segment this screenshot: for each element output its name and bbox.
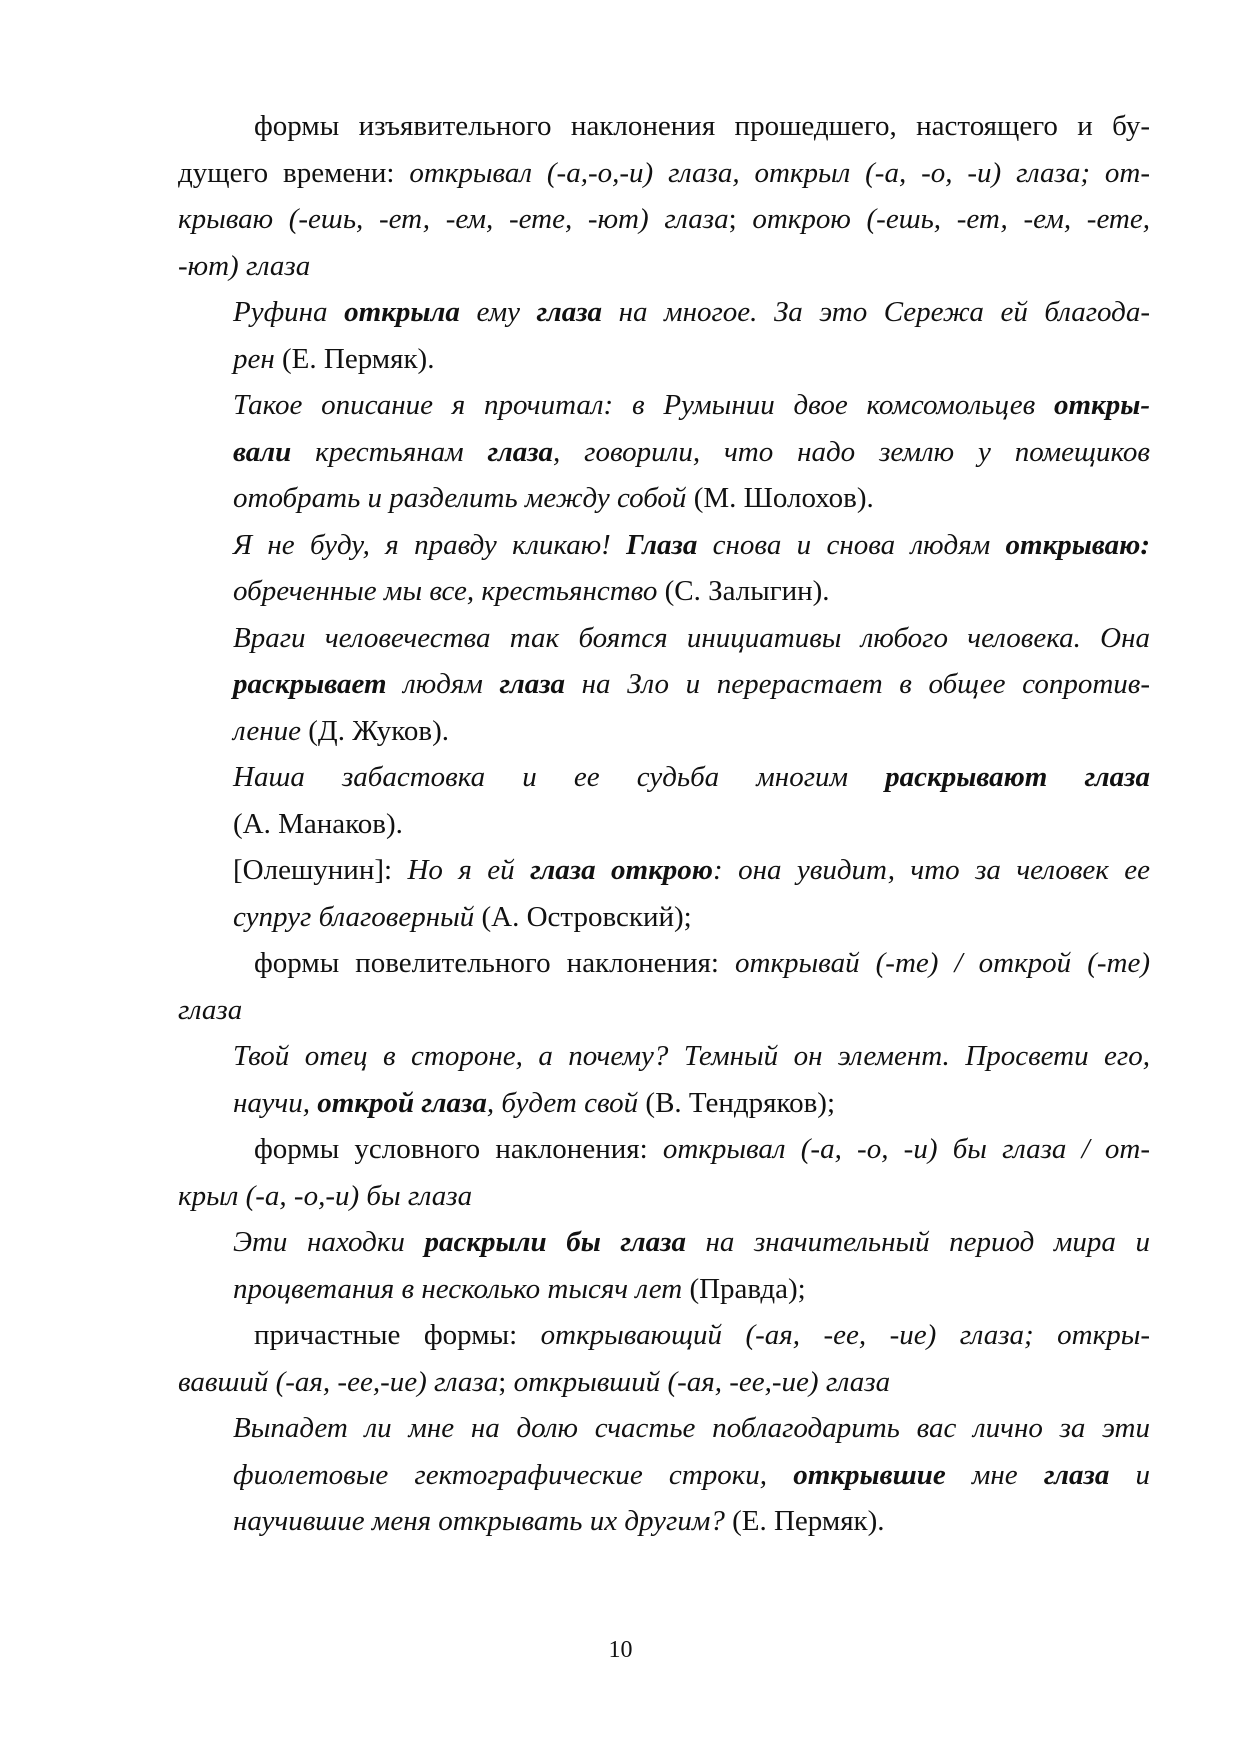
text-line [233,1452,1150,1499]
italic-text: Но я ей [407,854,531,886]
italic-text: -ют) глаза [178,249,311,282]
italic-text: Руфина [233,296,345,328]
emphasis-text: глаза открою [530,854,713,886]
body-paragraph [178,940,1150,1033]
text-line [178,243,1150,290]
emphasis-text: глаза [536,296,603,328]
text-line [233,1405,1150,1452]
italic-text: открывающий (-ая, -ее, -ие) глаза; откры- [540,1319,1150,1351]
bold-phrase [626,529,697,561]
regular-text: (Д. Жуков). [301,714,449,747]
bold-phrase [793,1459,946,1491]
italic-text: открывал (-а, -о, -и) бы глаза / от- [662,1133,1150,1165]
example-quote [233,615,1150,755]
regular-text: формы изъявительного наклонения прошедшего, настоящего и бу- [254,110,1150,142]
bold-phrase [1044,1459,1110,1491]
text-line [233,522,1150,569]
italic-text: крыл (-а, -о,-и) бы глаза [178,1179,473,1212]
italic-text: Твой отец в стороне, а почему? Темный он элемент. Просвети его, [233,1040,1150,1072]
bold-phrase [537,296,603,328]
emphasis-text: откры- [1053,389,1150,421]
regular-text: причастные формы: [254,1319,541,1351]
text-line [233,754,1150,801]
regular-text: (А. Манаков). [233,807,403,840]
italic-text: ему [459,296,537,328]
bold-phrase [424,1226,685,1258]
emphasis-text: открыла [344,296,460,328]
emphasis-text: открываю: [1005,528,1151,561]
body-paragraph [178,1312,1150,1405]
example-quote [233,847,1150,940]
regular-text: (М. Шолохов). [686,482,874,514]
emphasis-text: открой глаза [317,1086,487,1119]
emphasis-text: раскрывает [233,668,387,700]
italic-text: рен [233,342,275,375]
body-paragraph [178,1126,1150,1219]
text-line [178,150,1150,197]
italic-text: вавший (-ая, -ее,-ие) глаза [178,1365,499,1398]
italic-text: Враги человечества так боятся инициативы любого человека. Она [233,621,1150,654]
text-line [178,940,1150,987]
italic-text: крестьянам [291,435,488,468]
italic-text: открывай (-те) / открой (-те) [735,947,1150,979]
emphasis-text: раскрыли бы глаза [424,1226,686,1258]
text-line [233,475,1150,522]
emphasis-text: вали [233,435,292,468]
emphasis-text: глаза [1043,1458,1110,1491]
emphasis-text: раскрывают глаза [885,761,1150,793]
bold-phrase [317,1087,487,1119]
italic-text: открывший (-ая, -ее,-ие) глаза [513,1365,891,1398]
italic-text: , будет свой [486,1086,639,1119]
text-line [233,847,1150,894]
text-line [233,568,1150,615]
text-line [233,708,1150,755]
example-quote [233,1219,1150,1312]
page-number: 10 [608,1637,633,1663]
regular-text: [Олешунин]: [233,854,408,886]
bold-phrase [1054,389,1150,421]
text-line [178,1312,1150,1359]
text-line [233,1498,1150,1545]
bold-phrase [1006,529,1150,561]
regular-text: (А. Островский); [474,900,692,933]
text-line [233,1080,1150,1127]
bold-phrase [885,761,1150,793]
body-paragraph [178,103,1150,289]
italic-text: открывал (-а,-о,-и) глаза, открыл (-а, -о, -и) глаза; от- [409,156,1151,189]
italic-text: открою (-ешь, -ет, -ем, -ете, [752,203,1150,235]
italic-text: обреченные мы все, крестьянство [233,575,658,607]
italic-text: супруг благоверный [233,900,475,933]
text-line [178,987,1150,1034]
example-quote [233,382,1150,522]
example-quote [233,522,1150,615]
text-line [233,801,1150,848]
bold-phrase [233,436,291,468]
italic-text: снова и снова людям [697,528,1006,561]
example-quote [233,1405,1150,1545]
emphasis-text: глаза [499,668,566,700]
bold-phrase [233,668,387,700]
text-line [233,289,1150,336]
text-line [233,615,1150,662]
italic-text: фиолетовые гектографические строки, [233,1458,794,1491]
bold-phrase [344,296,460,328]
regular-text: ; [728,203,753,235]
regular-text: ; [498,1365,514,1398]
text-line [233,429,1150,476]
text-line [233,382,1150,429]
regular-text: дущего времени: [178,156,410,189]
text-line [233,661,1150,708]
emphasis-text: глаза [487,435,554,468]
italic-text: крываю (-ешь, -ет, -ем, -ете, -ют) глаза [178,203,729,235]
text-line [178,103,1150,150]
italic-text: научившие меня открывать их другим? [233,1505,725,1537]
italic-text: глаза [178,993,243,1026]
text-line [233,894,1150,941]
text-line [233,1219,1150,1266]
italic-text: Наша забастовка и ее судьба многим [233,761,886,793]
regular-text: (С. Залыгин). [657,575,830,607]
italic-text: отобрать и разделить между собой [233,482,687,514]
italic-text: процветания в несколько тысяч лет [233,1272,683,1305]
regular-text: формы повелительного наклонения: [254,947,736,979]
bold-phrase [488,436,554,468]
text-line [233,1033,1150,1080]
italic-text: , говорили, что надо землю у помещиков [553,435,1150,468]
example-quote [233,754,1150,847]
italic-text: научи, [233,1086,318,1119]
example-quote [233,1033,1150,1126]
emphasis-text: Глаза [626,528,698,561]
text-line [233,336,1150,383]
regular-text: (Е. Пермяк). [274,342,435,375]
italic-text: мне [945,1458,1044,1491]
example-quote [233,289,1150,382]
italic-text: и [1109,1458,1151,1491]
regular-text: (Правда); [682,1272,806,1305]
italic-text: ление [233,714,301,747]
italic-text: Я не буду, я правду кликаю! [233,528,627,561]
bold-phrase [500,668,566,700]
bold-phrase [530,854,713,886]
italic-text: людям [386,668,500,700]
text-line [178,196,1150,243]
italic-text: на многое. За это Сережа ей благода- [602,296,1151,328]
text-line [178,1126,1150,1173]
text-line [178,1173,1150,1220]
italic-text: : она увидит, что за человек ее [712,854,1151,886]
italic-text: Такое описание я прочитал: в Румынии двое комсомольцев [233,389,1054,421]
text-line [233,1266,1150,1313]
italic-text: Выпадет ли мне на долю счастье поблагодарить вас лично за эти [233,1412,1150,1444]
regular-text: (Е. Пермяк). [724,1505,885,1537]
italic-text: на значительный период мира и [685,1226,1150,1258]
italic-text: Эти находки [233,1226,425,1258]
regular-text: формы условного наклонения: [254,1133,663,1165]
italic-text: на Зло и перерастает в общее сопротив- [565,668,1151,700]
regular-text: (В. Тендряков); [638,1086,836,1119]
text-line [178,1359,1150,1406]
emphasis-text: открывшие [793,1458,946,1491]
